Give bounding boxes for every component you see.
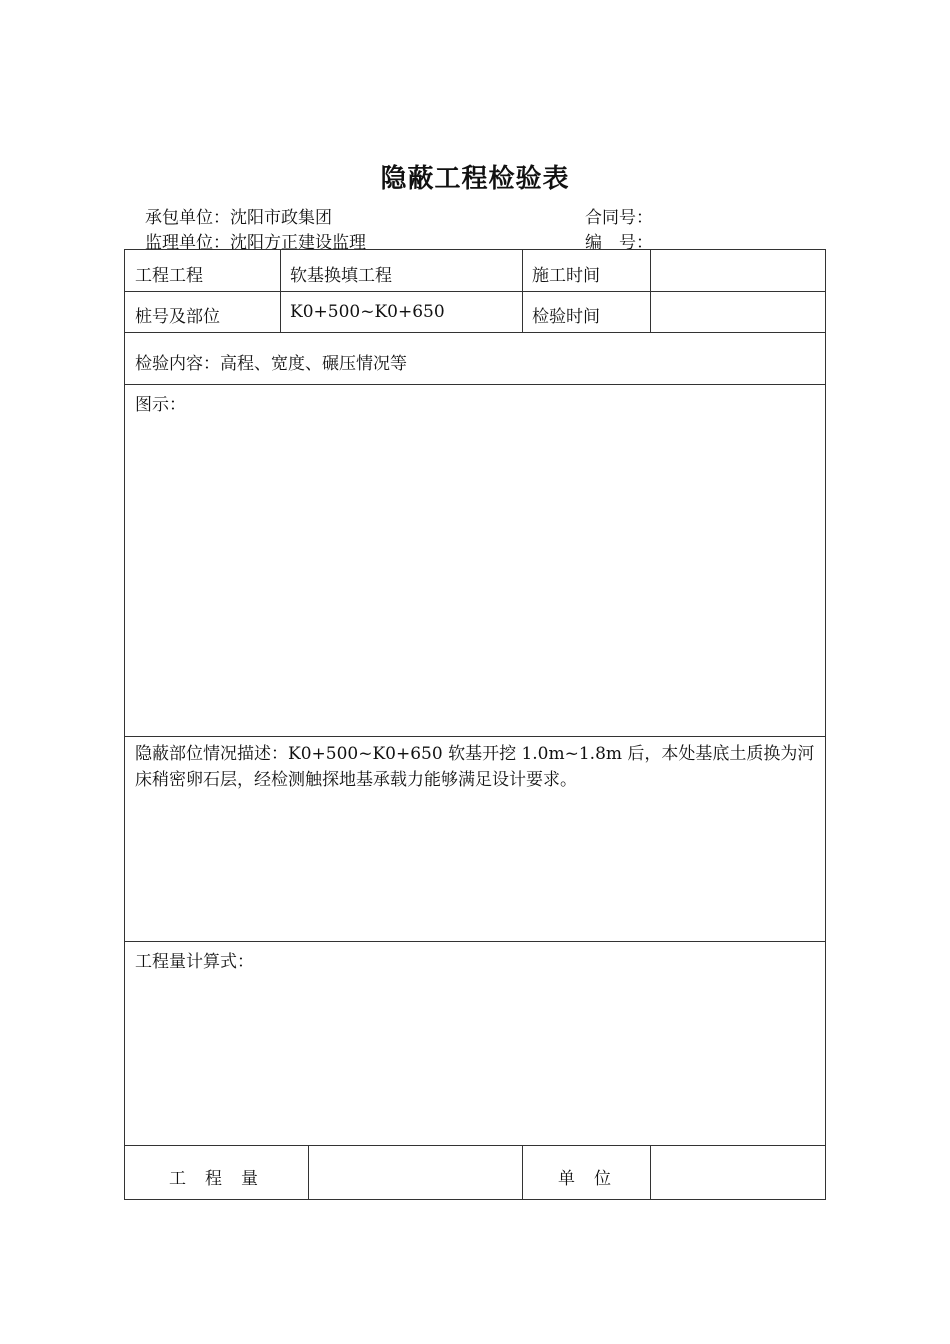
column-divider — [308, 1145, 309, 1200]
unit-label: 单 位 — [558, 1169, 612, 1189]
column-divider — [280, 250, 281, 332]
concealed-description: 隐蔽部位情况描述：K0+500~K0+650 软基开挖 1.0m~1.8m 后，本处基底土质换为河床稍密卵石层，经检测触探地基承载力能够满足设计要求。 — [135, 744, 815, 790]
station-label: 桩号及部位 — [135, 307, 220, 327]
inspection-time-label: 检验时间 — [532, 307, 600, 327]
serial-no-label: 编 号： — [585, 233, 653, 253]
contract-no-label: 合同号： — [585, 208, 653, 228]
column-divider — [650, 250, 651, 332]
construction-time-label: 施工时间 — [532, 266, 600, 286]
station-value: K0+500~K0+650 — [290, 302, 445, 322]
inspection-content: 检验内容：高程、宽度、碾压情况等 — [135, 354, 407, 374]
row-divider — [125, 736, 825, 737]
supervisor-value: 沈阳方正建设监理 — [230, 233, 366, 253]
project-label: 工程工程 — [135, 266, 203, 286]
inspection-table — [124, 249, 826, 1200]
row-divider — [125, 291, 825, 292]
quantity-formula-label: 工程量计算式： — [135, 952, 254, 972]
contractor-line — [145, 203, 332, 228]
row-divider — [125, 941, 825, 942]
contractor-value: 沈阳市政集团 — [230, 208, 332, 228]
row-divider — [125, 332, 825, 333]
column-divider — [650, 1145, 651, 1200]
row-divider — [125, 384, 825, 385]
quantity-label: 工 程 量 — [169, 1169, 259, 1189]
supervisor-label: 监理单位： — [145, 233, 230, 253]
row-divider — [125, 1145, 825, 1146]
column-divider — [522, 1145, 523, 1200]
project-value: 软基换填工程 — [290, 266, 392, 286]
diagram-label: 图示： — [135, 395, 186, 415]
column-divider — [522, 250, 523, 332]
contractor-label: 承包单位： — [145, 208, 230, 228]
document-title: 隐蔽工程检验表 — [380, 164, 570, 194]
